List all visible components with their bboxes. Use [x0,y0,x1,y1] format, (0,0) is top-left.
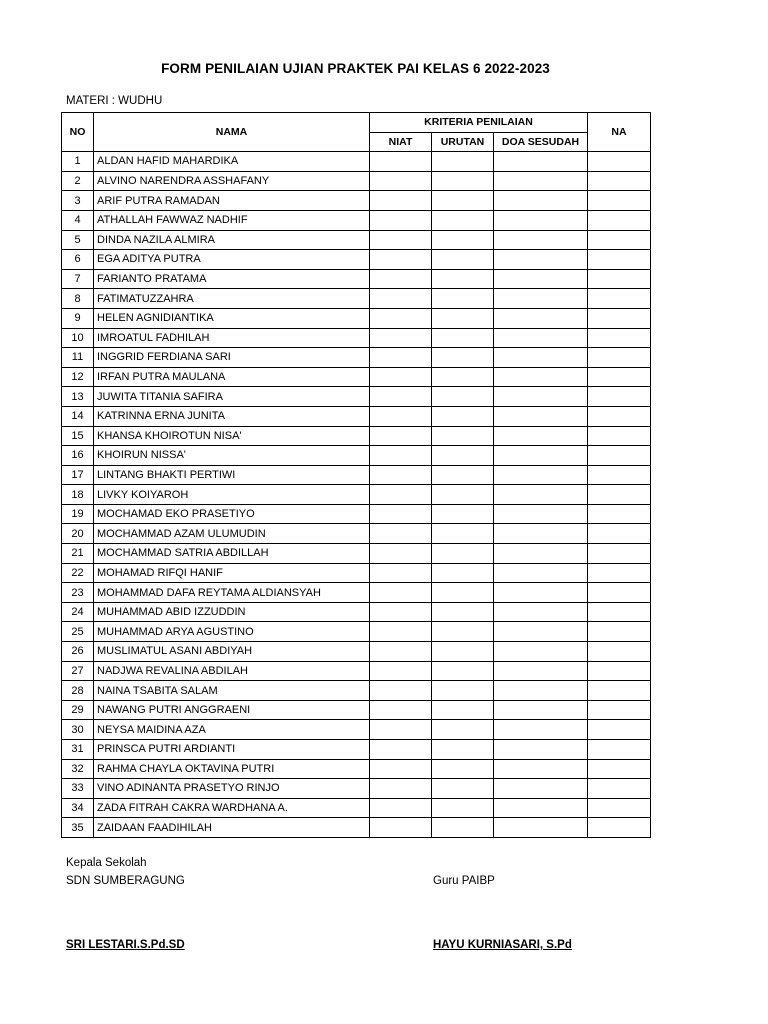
score-doa-sesudah [494,230,588,250]
table-row [62,524,651,544]
score-urutan [432,348,494,368]
score-na [588,210,651,230]
student-name: ALVINO NARENDRA ASSHAFANY [94,171,370,191]
table-row [62,171,651,191]
student-name: RAHMA CHAYLA OKTAVINA PUTRI [94,759,370,779]
student-name: MOCHAMMAD SATRIA ABDILLAH [94,544,370,564]
table-row [62,269,651,289]
score-doa-sesudah [494,348,588,368]
score-niat [370,250,432,270]
score-na [588,250,651,270]
student-name: LINTANG BHAKTI PERTIWI [94,465,370,485]
score-na [588,406,651,426]
table-row [62,465,651,485]
score-na [588,348,651,368]
table-row [62,250,651,270]
row-number: 21 [62,544,94,564]
score-doa-sesudah [494,328,588,348]
score-urutan [432,465,494,485]
score-urutan [432,798,494,818]
score-na [588,544,651,564]
student-name: KATRINNA ERNA JUNITA [94,406,370,426]
table-row [62,230,651,250]
score-urutan [432,210,494,230]
header-no: NO [62,113,94,152]
score-doa-sesudah [494,152,588,172]
row-number: 11 [62,348,94,368]
row-number: 6 [62,250,94,270]
score-urutan [432,446,494,466]
table-row [62,583,651,603]
score-doa-sesudah [494,465,588,485]
score-doa-sesudah [494,798,588,818]
table-row [62,818,651,838]
score-doa-sesudah [494,740,588,760]
table-row [62,348,651,368]
score-urutan [432,171,494,191]
student-name: NAINA TSABITA SALAM [94,681,370,701]
score-niat [370,269,432,289]
score-na [588,759,651,779]
score-doa-sesudah [494,504,588,524]
score-urutan [432,367,494,387]
table-row [62,289,651,309]
student-name: MUHAMMAD ABID IZZUDDIN [94,602,370,622]
row-number: 3 [62,191,94,211]
header-niat: NIAT [370,132,432,152]
score-doa-sesudah [494,602,588,622]
score-urutan [432,152,494,172]
score-doa-sesudah [494,308,588,328]
student-name: VINO ADINANTA PRASETYO RINJO [94,779,370,799]
score-doa-sesudah [494,681,588,701]
score-niat [370,583,432,603]
score-doa-sesudah [494,759,588,779]
row-number: 28 [62,681,94,701]
score-niat [370,191,432,211]
row-number: 34 [62,798,94,818]
row-number: 18 [62,485,94,505]
table-row [62,426,651,446]
score-niat [370,406,432,426]
score-na [588,740,651,760]
score-doa-sesudah [494,387,588,407]
table-row [62,308,651,328]
student-name: FARIANTO PRATAMA [94,269,370,289]
header-nama: NAMA [94,113,370,152]
footer-right-role: Guru PAIBP [433,875,495,887]
score-urutan [432,622,494,642]
score-niat [370,740,432,760]
score-na [588,328,651,348]
row-number: 10 [62,328,94,348]
student-name: IRFAN PUTRA MAULANA [94,367,370,387]
score-doa-sesudah [494,563,588,583]
score-niat [370,622,432,642]
student-name: INGGRID FERDIANA SARI [94,348,370,368]
table-row [62,191,651,211]
score-niat [370,446,432,466]
score-doa-sesudah [494,818,588,838]
score-niat [370,485,432,505]
score-niat [370,681,432,701]
score-urutan [432,779,494,799]
score-niat [370,661,432,681]
score-doa-sesudah [494,485,588,505]
score-urutan [432,602,494,622]
score-na [588,798,651,818]
header-kriteria: KRITERIA PENILAIAN [370,113,588,133]
student-name: MOHAMMAD DAFA REYTAMA ALDIANSYAH [94,583,370,603]
score-niat [370,544,432,564]
score-urutan [432,250,494,270]
score-na [588,465,651,485]
student-name: ATHALLAH FAWWAZ NADHIF [94,210,370,230]
score-niat [370,289,432,309]
table-row [62,622,651,642]
student-name: MUSLIMATUL ASANI ABDIYAH [94,642,370,662]
score-doa-sesudah [494,269,588,289]
table-row [62,210,651,230]
score-na [588,504,651,524]
table-row [62,720,651,740]
score-na [588,152,651,172]
row-number: 24 [62,602,94,622]
score-niat [370,700,432,720]
table-row [62,700,651,720]
materi-label: MATERI : WUDHU [66,95,163,107]
row-number: 1 [62,152,94,172]
score-na [588,681,651,701]
score-urutan [432,700,494,720]
assessment-table [61,112,651,838]
row-number: 12 [62,367,94,387]
row-number: 8 [62,289,94,309]
score-doa-sesudah [494,583,588,603]
score-urutan [432,583,494,603]
score-urutan [432,681,494,701]
score-na [588,583,651,603]
student-name: DINDA NAZILA ALMIRA [94,230,370,250]
student-name: FATIMATUZZAHRA [94,289,370,309]
score-na [588,818,651,838]
student-name: NADJWA REVALINA ABDILAH [94,661,370,681]
table-row [62,798,651,818]
score-na [588,602,651,622]
score-urutan [432,269,494,289]
row-number: 23 [62,583,94,603]
score-na [588,524,651,544]
row-number: 4 [62,210,94,230]
score-doa-sesudah [494,779,588,799]
score-doa-sesudah [494,642,588,662]
row-number: 32 [62,759,94,779]
student-name: ARIF PUTRA RAMADAN [94,191,370,211]
row-number: 17 [62,465,94,485]
row-number: 13 [62,387,94,407]
row-number: 16 [62,446,94,466]
table-body [62,152,651,838]
student-name: PRINSCA PUTRI ARDIANTI [94,740,370,760]
score-doa-sesudah [494,367,588,387]
student-name: JUWITA TITANIA SAFIRA [94,387,370,407]
score-niat [370,348,432,368]
score-niat [370,642,432,662]
score-niat [370,387,432,407]
score-doa-sesudah [494,171,588,191]
score-doa-sesudah [494,622,588,642]
score-niat [370,308,432,328]
student-name: MOCHAMAD EKO PRASETIYO [94,504,370,524]
table-row [62,563,651,583]
score-urutan [432,818,494,838]
table-row [62,387,651,407]
form-title: FORM PENILAIAN UJIAN PRAKTEK PAI KELAS 6 2022-2023 [161,61,550,76]
score-urutan [432,740,494,760]
score-doa-sesudah [494,661,588,681]
header-row-1 [62,113,651,133]
score-niat [370,230,432,250]
score-urutan [432,544,494,564]
score-niat [370,210,432,230]
score-urutan [432,387,494,407]
score-urutan [432,289,494,309]
student-name: IMROATUL FADHILAH [94,328,370,348]
score-niat [370,504,432,524]
score-urutan [432,642,494,662]
score-doa-sesudah [494,544,588,564]
score-niat [370,465,432,485]
row-number: 5 [62,230,94,250]
score-niat [370,720,432,740]
score-niat [370,328,432,348]
row-number: 15 [62,426,94,446]
score-na [588,720,651,740]
table-row [62,740,651,760]
score-doa-sesudah [494,289,588,309]
score-na [588,230,651,250]
score-niat [370,367,432,387]
header-urutan: URUTAN [432,132,494,152]
score-na [588,426,651,446]
student-name: LIVKY KOIYAROH [94,485,370,505]
signature-left: SRI LESTARI.S.Pd.SD [66,939,185,951]
table-row [62,367,651,387]
score-urutan [432,426,494,446]
table-row [62,642,651,662]
score-niat [370,171,432,191]
score-niat [370,779,432,799]
score-na [588,308,651,328]
score-na [588,191,651,211]
footer-left-school: SDN SUMBERAGUNG [66,875,185,887]
score-urutan [432,406,494,426]
row-number: 30 [62,720,94,740]
score-na [588,171,651,191]
student-name: NEYSA MAIDINA AZA [94,720,370,740]
score-doa-sesudah [494,406,588,426]
score-niat [370,798,432,818]
student-name: KHOIRUN NISSA' [94,446,370,466]
score-niat [370,152,432,172]
student-name: EGA ADITYA PUTRA [94,250,370,270]
score-urutan [432,191,494,211]
score-na [588,446,651,466]
student-name: MOHAMAD RIFQI HANIF [94,563,370,583]
score-doa-sesudah [494,700,588,720]
score-na [588,661,651,681]
table-row [62,446,651,466]
student-name: MUHAMMAD ARYA AGUSTINO [94,622,370,642]
score-urutan [432,328,494,348]
student-name: HELEN AGNIDIANTIKA [94,308,370,328]
row-number: 7 [62,269,94,289]
table-row [62,544,651,564]
score-na [588,642,651,662]
table-row [62,681,651,701]
score-na [588,269,651,289]
student-name: KHANSA KHOIROTUN NISA' [94,426,370,446]
score-urutan [432,563,494,583]
score-niat [370,426,432,446]
row-number: 9 [62,308,94,328]
row-number: 31 [62,740,94,760]
score-niat [370,524,432,544]
table-row [62,779,651,799]
score-na [588,700,651,720]
row-number: 20 [62,524,94,544]
score-na [588,622,651,642]
score-urutan [432,485,494,505]
score-urutan [432,504,494,524]
row-number: 25 [62,622,94,642]
row-number: 29 [62,700,94,720]
student-name: ZAIDAAN FAADIHILAH [94,818,370,838]
score-doa-sesudah [494,446,588,466]
row-number: 35 [62,818,94,838]
row-number: 33 [62,779,94,799]
table-row [62,485,651,505]
score-urutan [432,661,494,681]
score-niat [370,602,432,622]
student-name: ALDAN HAFID MAHARDIKA [94,152,370,172]
table-row [62,152,651,172]
table-row [62,661,651,681]
row-number: 2 [62,171,94,191]
score-na [588,563,651,583]
score-niat [370,818,432,838]
row-number: 14 [62,406,94,426]
score-urutan [432,759,494,779]
score-urutan [432,720,494,740]
score-urutan [432,308,494,328]
student-name: MOCHAMMAD AZAM ULUMUDIN [94,524,370,544]
row-number: 22 [62,563,94,583]
table-row [62,328,651,348]
score-doa-sesudah [494,720,588,740]
score-doa-sesudah [494,426,588,446]
score-niat [370,759,432,779]
header-doa-sesudah: DOA SESUDAH [494,132,588,152]
row-number: 19 [62,504,94,524]
row-number: 27 [62,661,94,681]
score-na [588,779,651,799]
score-na [588,367,651,387]
score-na [588,289,651,309]
signature-right: HAYU KURNIASARI, S.Pd [433,939,572,951]
score-niat [370,563,432,583]
score-urutan [432,524,494,544]
table-row [62,406,651,426]
row-number: 26 [62,642,94,662]
score-doa-sesudah [494,524,588,544]
table-row [62,602,651,622]
score-na [588,387,651,407]
score-urutan [432,230,494,250]
student-name: NAWANG PUTRI ANGGRAENI [94,700,370,720]
score-doa-sesudah [494,250,588,270]
table-row [62,759,651,779]
header-na: NA [588,113,651,152]
score-na [588,485,651,505]
footer-left-role: Kepala Sekolah [66,857,147,869]
score-doa-sesudah [494,210,588,230]
student-name: ZADA FITRAH CAKRA WARDHANA A. [94,798,370,818]
score-doa-sesudah [494,191,588,211]
table-row [62,504,651,524]
